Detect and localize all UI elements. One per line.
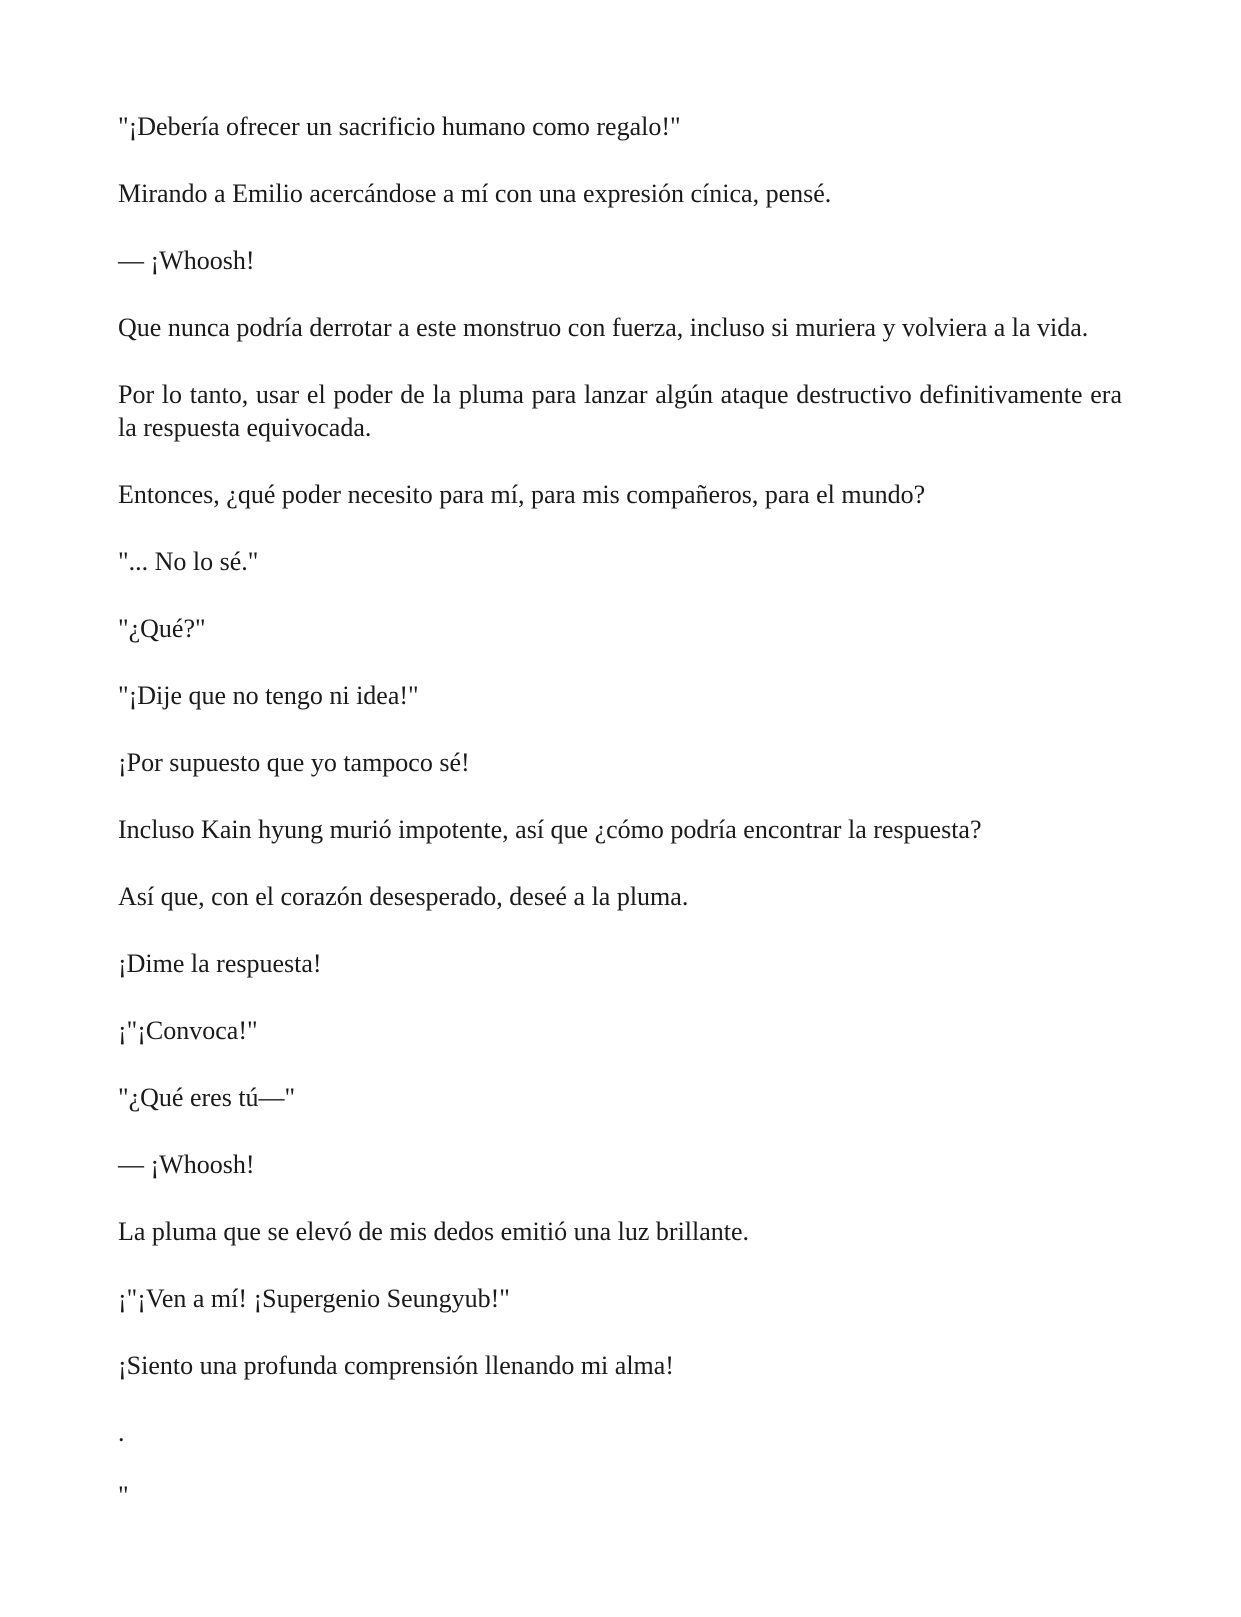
paragraph: ¡"¡Ven a mí! ¡Supergenio Seungyub!" [118,1284,510,1313]
paragraph: . [118,1418,125,1447]
paragraph: Que nunca podría derrotar a este monstruo con fuerza, incluso si muriera y volviera a la vida. [118,313,1089,342]
paragraph: "... No lo sé." [118,547,259,576]
paragraph: "¿Qué?" [118,614,206,643]
paragraph: ¡Siento una profunda comprensión llenando mi alma! [118,1351,674,1380]
paragraph: Mirando a Emilio acercándose a mí con una expresión cínica, pensé. [118,179,832,208]
paragraph: "¡Dije que no tengo ni idea!" [118,681,419,710]
paragraph: "¡Debería ofrecer un sacrificio humano como regalo!" [118,112,681,141]
paragraph: Por lo tanto, usar el poder de la pluma para lanzar algún ataque destructivo definitivamente era la respuesta equivocada. [118,380,1122,442]
paragraph: ¡Dime la respuesta! [118,949,322,978]
paragraph: — ¡Whoosh! [118,246,255,275]
paragraph: La pluma que se elevó de mis dedos emitió una luz brillante. [118,1217,750,1246]
paragraph: "¿Qué eres tú—" [118,1083,296,1112]
paragraph: ¡Por supuesto que yo tampoco sé! [118,748,470,777]
document-body [118,110,1122,1512]
paragraph: ¡"¡Convoca!" [118,1016,258,1045]
paragraph: Entonces, ¿qué poder necesito para mí, para mis compañeros, para el mundo? [118,480,926,509]
paragraph: " [118,1481,129,1510]
paragraph: Incluso Kain hyung murió impotente, así que ¿cómo podría encontrar la respuesta? [118,815,982,844]
paragraph: Así que, con el corazón desesperado, deseé a la pluma. [118,882,689,911]
paragraph: — ¡Whoosh! [118,1150,255,1179]
